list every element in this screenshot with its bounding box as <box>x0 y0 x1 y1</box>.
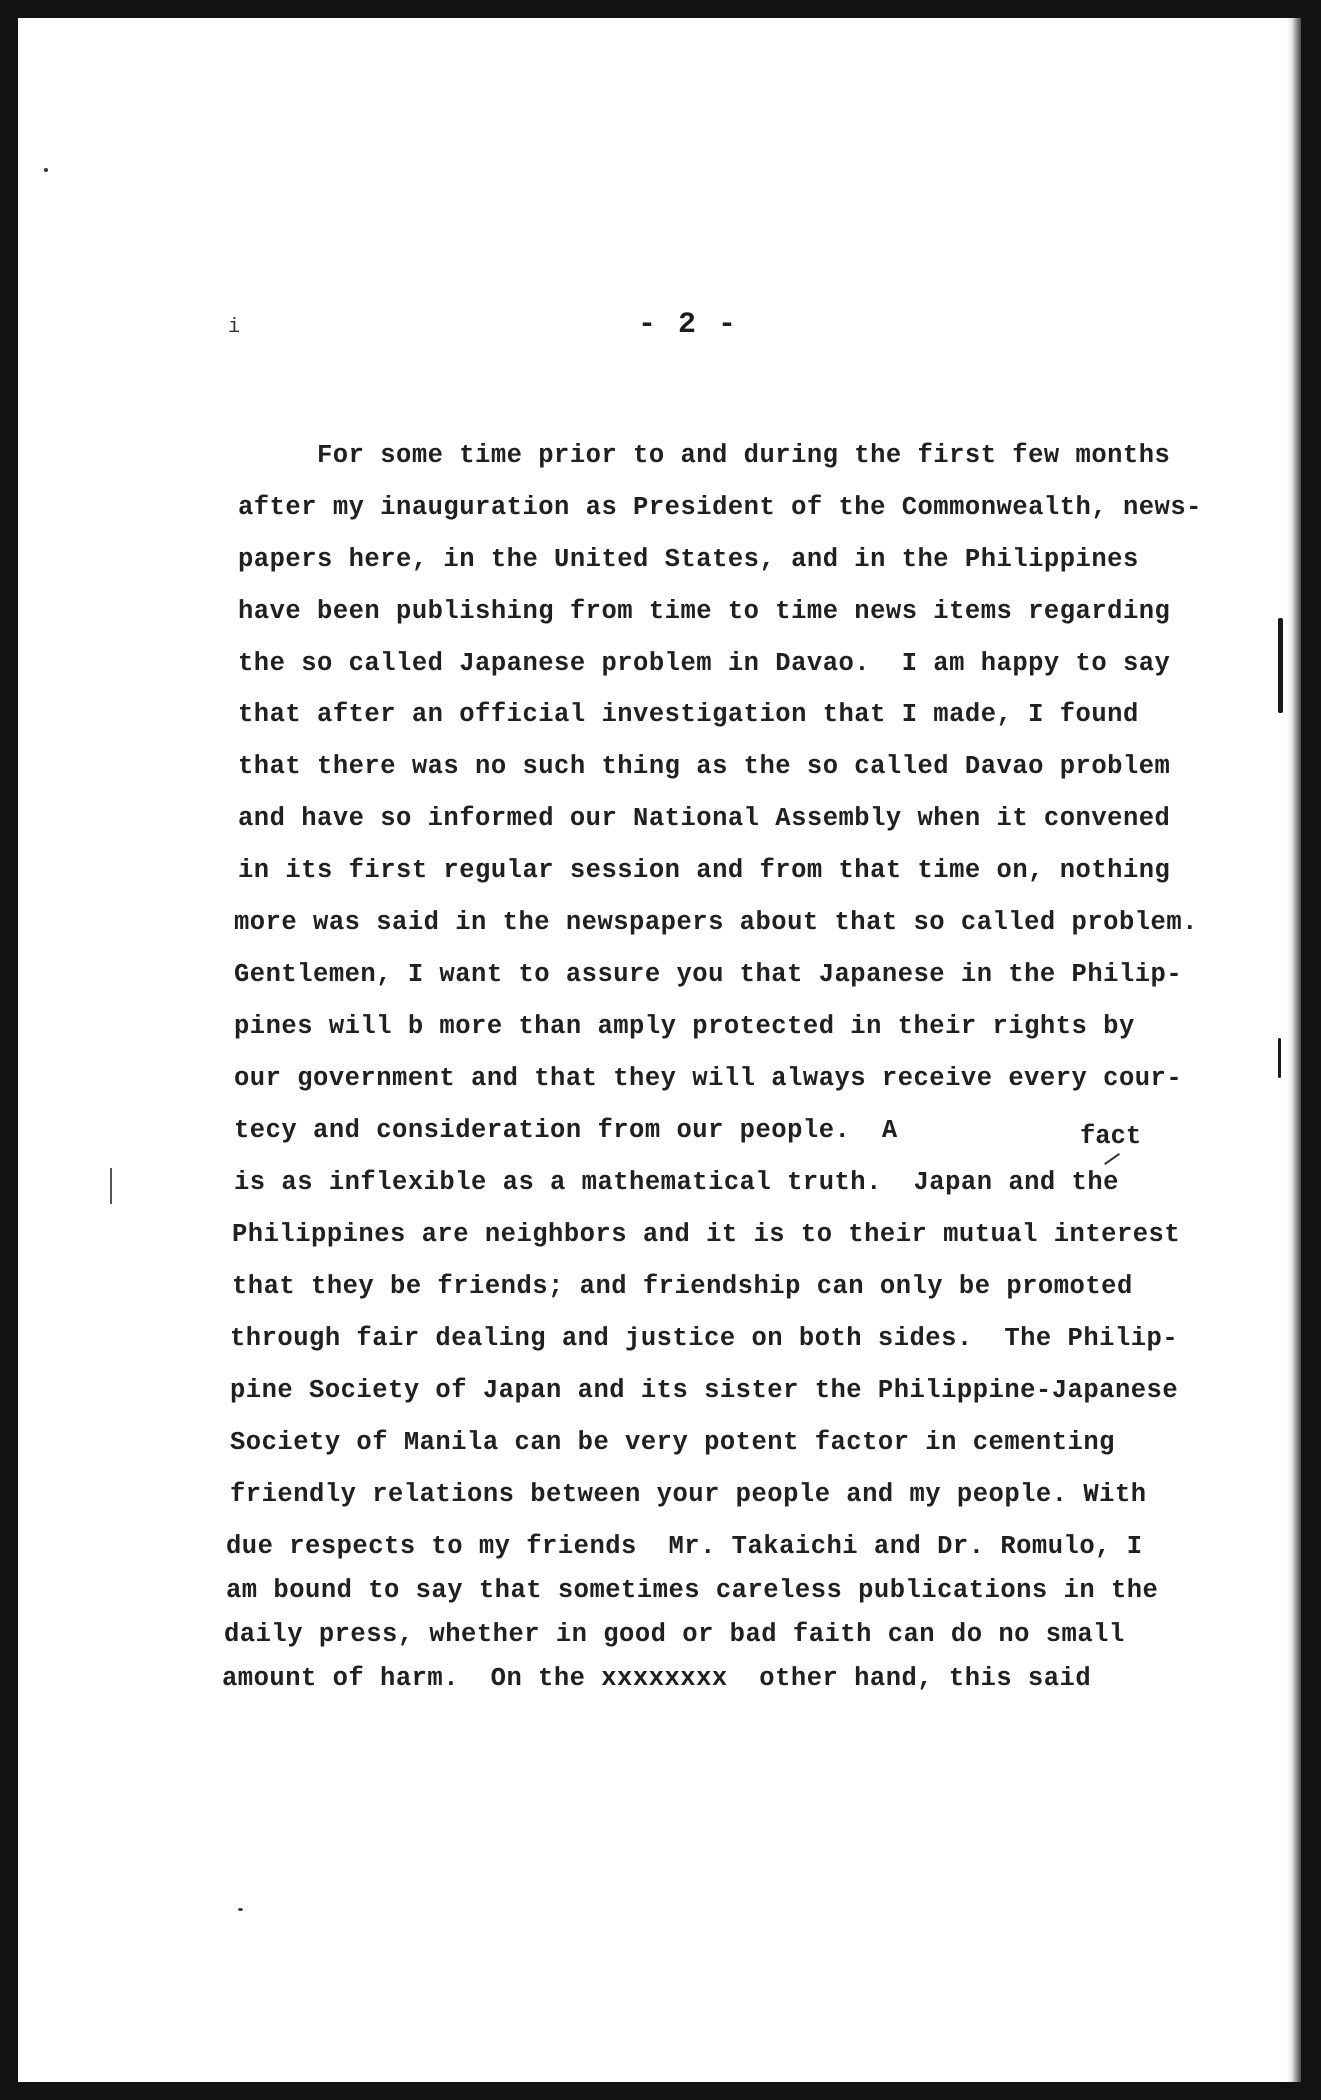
text-line: have been publishing from time to time news items regarding <box>238 597 1171 626</box>
text-line: papers here, in the United States, and in the Philippines <box>238 545 1139 574</box>
text-line: more was said in the newspapers about that so called problem. <box>234 908 1198 937</box>
text-line: that they be friends; and friendship can only be promoted <box>232 1272 1133 1301</box>
text-line: through fair dealing and justice on both sides. The Philip- <box>230 1324 1179 1353</box>
text-line: our government and that they will always receive every cour- <box>234 1064 1183 1093</box>
text-line: tecy and consideration from our people. A <box>234 1116 898 1145</box>
document-page <box>18 18 1301 2082</box>
text-line: Gentlemen, I want to assure you that Japanese in the Philip- <box>234 960 1183 989</box>
handwritten-insert: fact <box>1080 1122 1142 1151</box>
text-line: in its first regular session and from that time on, nothing <box>238 856 1171 885</box>
text-line: am bound to say that sometimes careless publications in the <box>226 1576 1159 1605</box>
text-line: and have so informed our National Assembly when it convened <box>238 804 1171 833</box>
text-line: after my inauguration as President of the Commonwealth, news- <box>238 493 1202 522</box>
corner-mark: i <box>228 316 241 339</box>
text-line: pines will b more than amply protected in their rights by <box>234 1012 1135 1041</box>
text-line: daily press, whether in good or bad faith can do no small <box>224 1620 1125 1649</box>
text-line: amount of harm. On the xxxxxxxx other hand, this said <box>222 1664 1092 1693</box>
text-line: For some time prior to and during the first few months <box>317 441 1171 470</box>
text-line: the so called Japanese problem in Davao. I am happy to say <box>238 649 1171 678</box>
text-line: that there was no such thing as the so called Davao problem <box>238 752 1171 781</box>
text-line: pine Society of Japan and its sister the Philippine-Japanese <box>230 1376 1179 1405</box>
text-line: friendly relations between your people and my people. With <box>230 1480 1147 1509</box>
page-number: - 2 - <box>638 308 739 342</box>
body-text <box>18 18 1301 2082</box>
text-line: Society of Manila can be very potent factor in cementing <box>230 1428 1115 1457</box>
text-line: is as inflexible as a mathematical truth. Japan and the <box>234 1168 1119 1197</box>
text-line: that after an official investigation that I made, I found <box>238 700 1139 729</box>
insertion-caret <box>1104 1153 1120 1165</box>
text-line: Philippines are neighbors and it is to their mutual interest <box>232 1220 1181 1249</box>
text-line: due respects to my friends Mr. Takaichi and Dr. Romulo, I <box>226 1532 1143 1561</box>
